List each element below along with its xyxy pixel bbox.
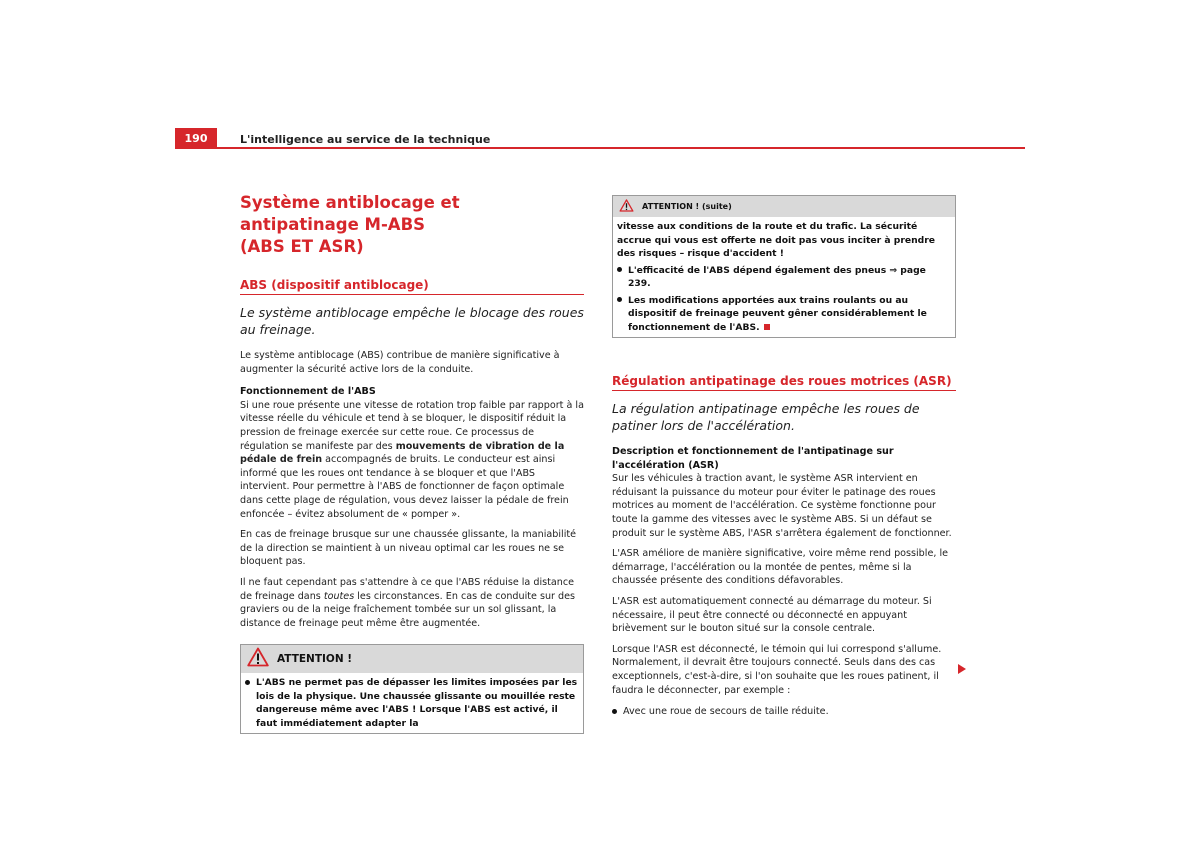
warning-triangle-icon <box>247 647 269 671</box>
bullet-modifications-label: Les modifications apportées aux trains roulants ou au dispositif de freinage peuvent gêner considérablement le fonctionnement de l'ABS. <box>628 294 927 333</box>
warning-body <box>241 673 583 733</box>
bullet-modifications-text <box>628 294 951 335</box>
distance-italic: toutes <box>323 590 355 602</box>
arrow-right-icon: ⇒ <box>889 264 898 276</box>
distance-text-b: les circonstances. En cas de conduite sur des graviers ou de la neige fraîchement tombée sur un sol glissant, la distance de freinage peut même être augmentée. <box>240 590 576 629</box>
warning-continued-header <box>613 196 955 217</box>
page-number: 190 <box>175 128 217 149</box>
bullet-tires-text <box>628 264 951 291</box>
abs-heading: ABS (dispositif antiblocage) <box>240 278 584 295</box>
distance-paragraph <box>240 576 584 630</box>
right-column <box>612 195 956 719</box>
warning-bullet-tires <box>617 264 951 291</box>
asr-paragraph-1: Sur les véhicules à traction avant, le système ASR intervient en réduisant la puissance du moteur pour éviter le patinage des roues motrices au moment de l'accélération. Ce système fonctionne pour toute la gamme des vitesses avec le système ABS. Si un défaut se produit sur le système ABS, l'ASR s'arrêtera également de fonctionner. <box>612 473 952 539</box>
warning-bullet <box>245 676 579 730</box>
asr-lead: La régulation antipatinage empêche les roues de patiner lors de l'accélération. <box>612 401 920 433</box>
asr-paragraph-4: Lorsque l'ASR est déconnecté, le témoin qui lui correspond s'allume. Normalement, il devrait être toujours connecté. Seuls dans des cas exceptionnels, c'est-à-dire, si l'on souhaite que les roues patinent, il faudra le déconnecter, par exemple : <box>612 643 942 696</box>
asr-heading: Régulation antipatinage des roues motrices (ASR) <box>612 374 956 391</box>
abs-intro-paragraph: Le système antiblocage (ABS) contribue de manière significative à augmenter la sécurité active lors de la conduite. <box>240 350 560 375</box>
header-rule <box>175 147 1025 149</box>
warning-continued-text: vitesse aux conditions de la route et du trafic. La sécurité accrue qui vous est offerte ne doit pas vous inciter à prendre des risques – risque d'accident ! <box>617 221 936 259</box>
warning-text: L'ABS ne permet pas de dépasser les limites imposées par les lois de la physique. Une chaussée glissante ou mouillée reste dangereuse même avec l'ABS ! Lorsque l'ABS est activé, il faut immédiatement adapter la <box>256 677 578 729</box>
continue-arrow-icon <box>958 664 966 674</box>
warning-continued-title: ATTENTION ! (suite) <box>642 202 732 211</box>
bullet-dot <box>617 297 622 302</box>
asr-paragraph-2: L'ASR améliore de manière significative, voire même rend possible, le démarrage, l'accélération ou la montée de pentes, même si la chaussée présente des conditions défavorables. <box>612 548 949 587</box>
warning-header <box>241 645 583 673</box>
abs-lead: Le système antiblocage empêche le blocage des roues au freinage. <box>240 305 584 337</box>
main-title-line2: (ABS ET ASR) <box>240 237 364 256</box>
fonctionnement-heading: Fonctionnement de l'ABS <box>240 386 376 398</box>
bullet-dot <box>245 680 250 685</box>
warning-continued-box <box>612 195 956 338</box>
warning-box <box>240 644 584 734</box>
running-header: L'intelligence au service de la technique <box>240 133 491 146</box>
warning-title: ATTENTION ! <box>277 653 353 666</box>
bullet-tires-label: L'efficacité de l'ABS dépend également des pneus <box>628 264 890 276</box>
left-column <box>240 192 584 734</box>
asr-paragraph-3: L'ASR est automatiquement connecté au démarrage du moteur. Si nécessaire, il peut être connecté ou déconnecté en appuyant brièvement sur le bouton situé sur la console centrale. <box>612 595 932 635</box>
fonctionnement-bold: mouvements de vibration de la pédale de frein <box>240 440 565 466</box>
distance-text-a: Il ne faut cependant pas s'attendre à ce que l'ABS réduise la distance de freinage dans <box>240 576 575 602</box>
main-title-line1: Système antiblocage et antipatinage M-ABS <box>240 193 460 234</box>
fonctionnement-text-a: Si une roue présente une vitesse de rotation trop faible par rapport à la vitesse réelle du véhicule et tend à se bloquer, le dispositif réduit la pression de freinage exercée sur cette roue. Ce processus de régulation se manifeste par des <box>240 399 584 452</box>
end-of-section-square-icon <box>764 324 770 330</box>
warning-continued-body <box>613 217 955 337</box>
asr-bullet-text: Avec une roue de secours de taille réduite. <box>623 706 829 718</box>
bullet-dot <box>617 267 622 272</box>
asr-bullet-spare-wheel <box>612 705 956 719</box>
bullet-dot <box>612 709 617 714</box>
warning-bullet-modifications <box>617 294 951 335</box>
warning-triangle-icon <box>619 197 634 216</box>
fonctionnement-text-b: accompagnés de bruits. Le conducteur est ainsi informé que les roues ont tendance à se bloquer et que l'ABS intervient. Pour permettre à l'ABS de fonctionner de façon optimale dans cette plage de régulation, vous devez laisser la pédale de frein enfoncée – évitez absolument de « pomper ». <box>240 454 569 520</box>
glissante-paragraph: En cas de freinage brusque sur une chaussée glissante, la maniabilité de la direction se maintient à un niveau optimal car les roues ne se bloquent pas. <box>240 529 577 568</box>
asr-description-heading: Description et fonctionnement de l'antipatinage sur l'accélération (ASR) <box>612 446 894 471</box>
fonctionnement-paragraph <box>240 399 584 521</box>
main-title <box>240 192 584 258</box>
bullet-tires-page-ref: page 239. <box>628 264 926 289</box>
